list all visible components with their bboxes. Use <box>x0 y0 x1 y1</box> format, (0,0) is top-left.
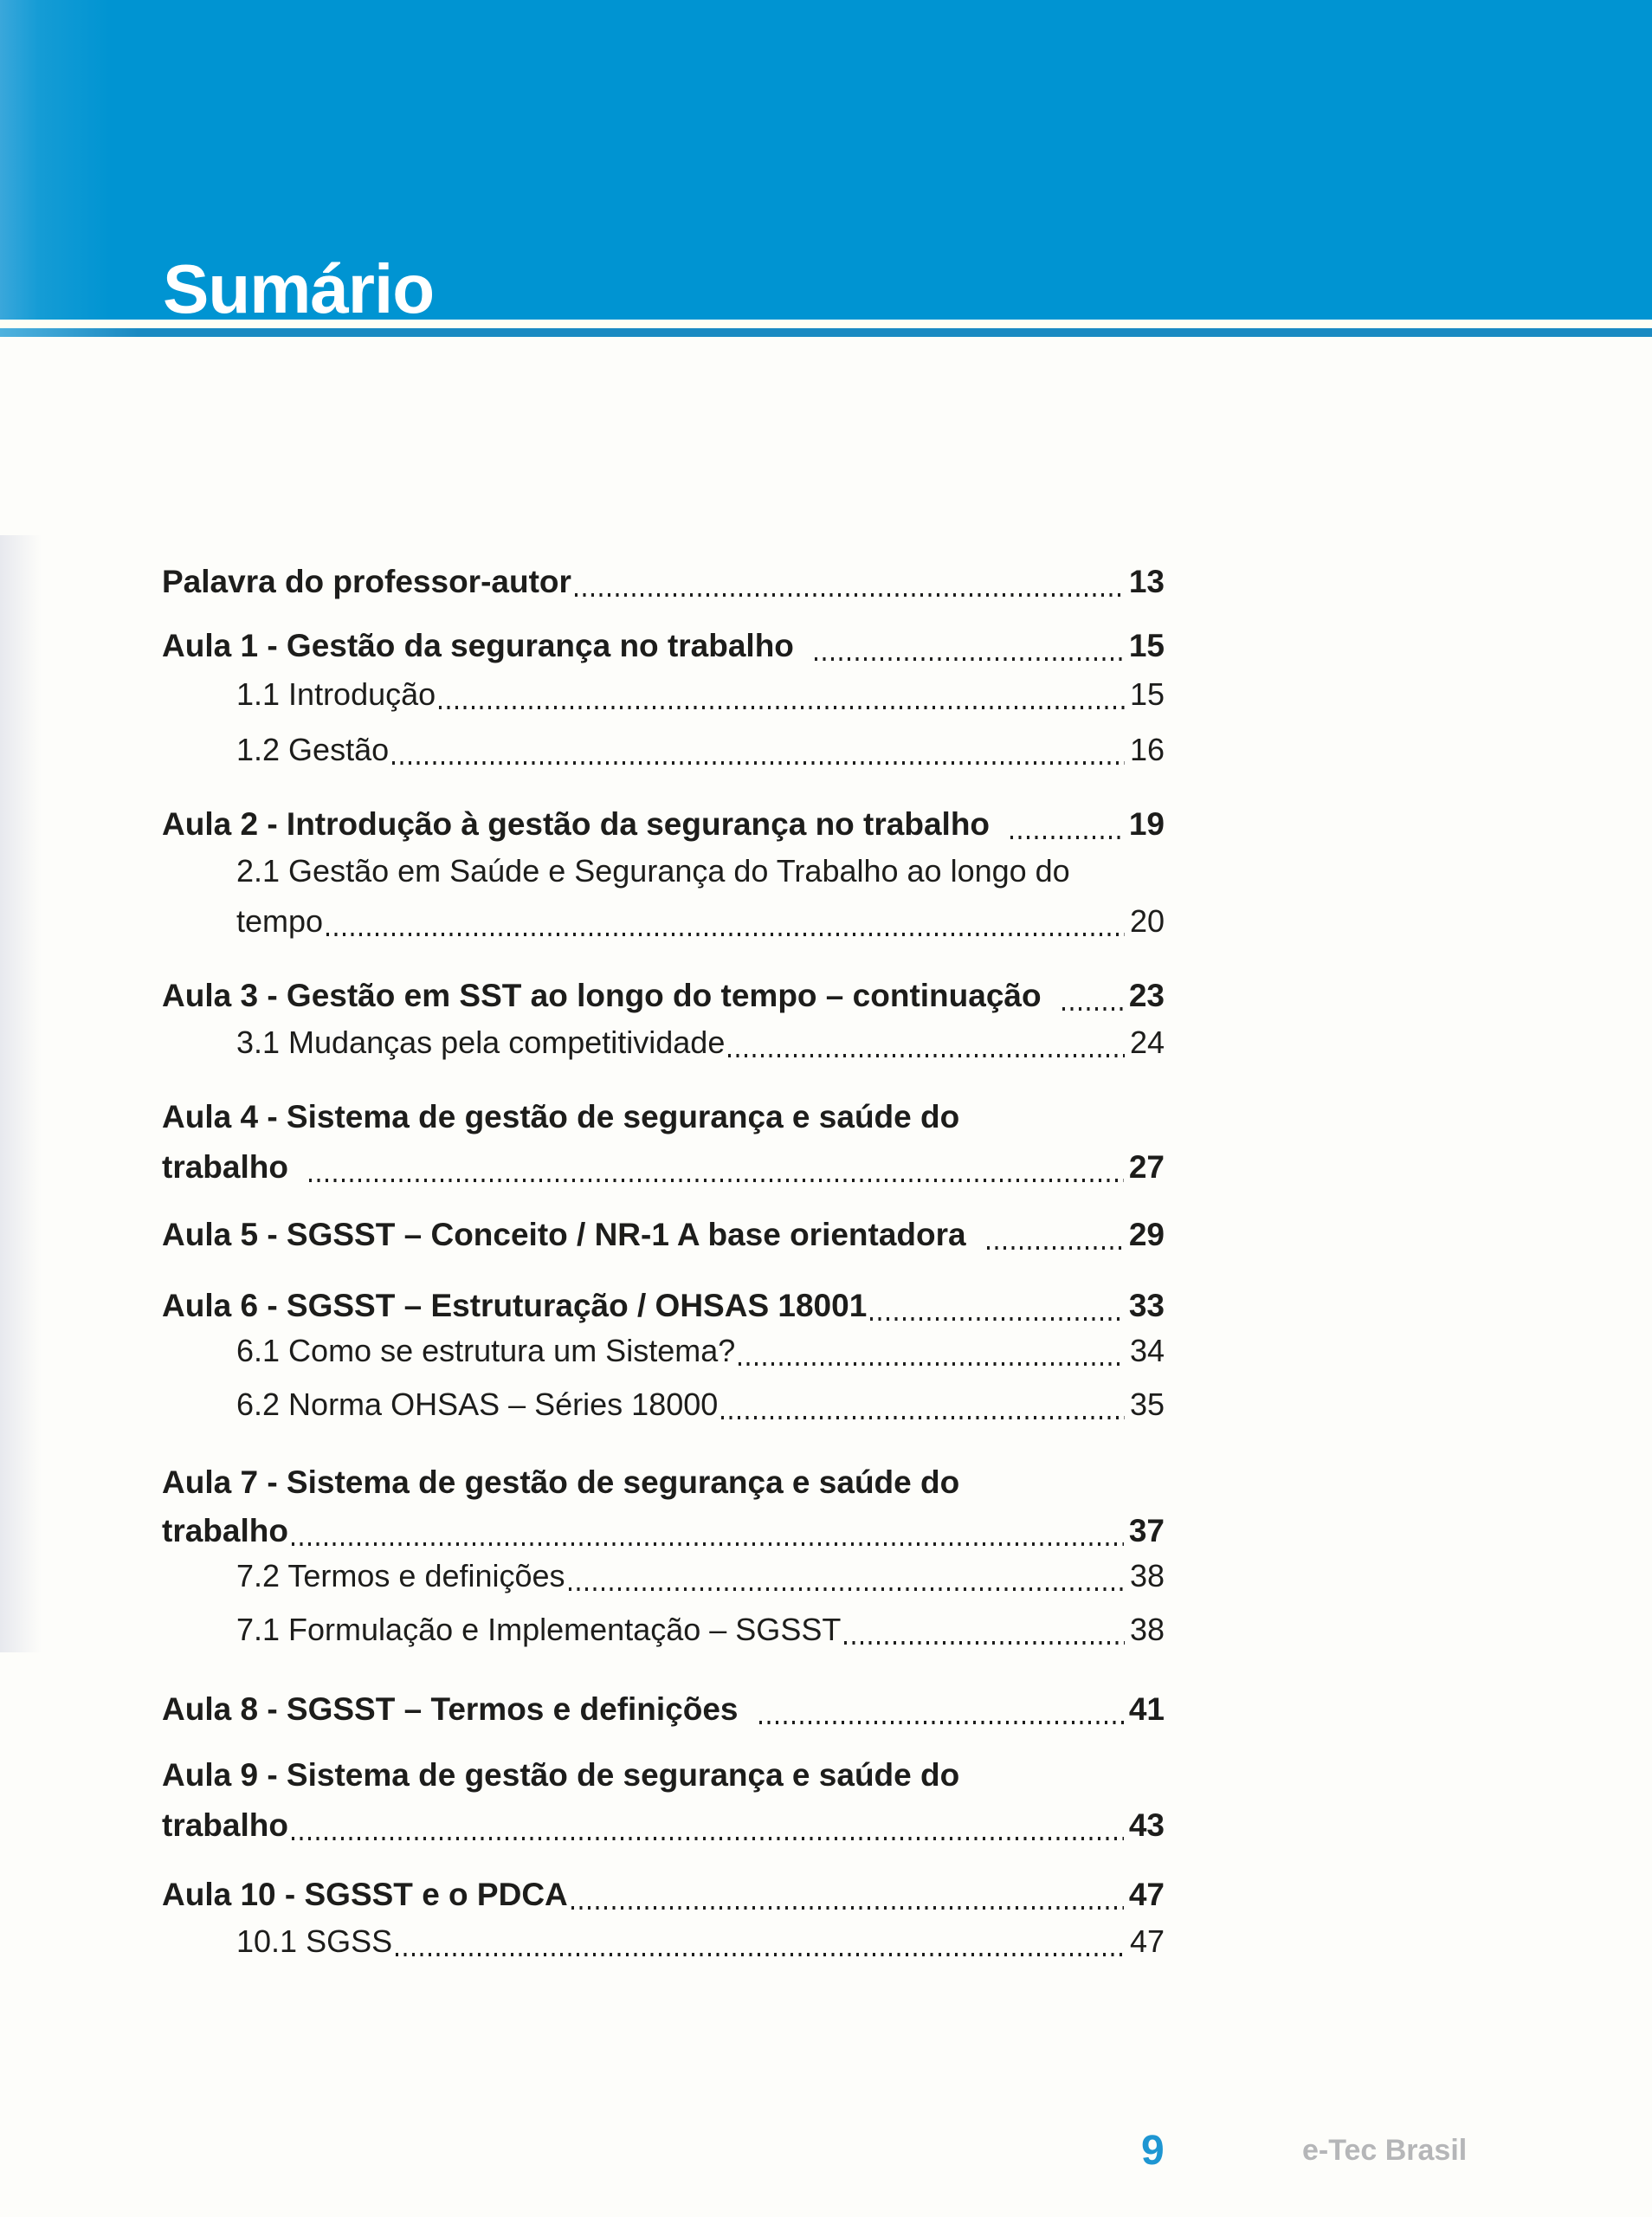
toc-page-number: 15 <box>1129 676 1165 712</box>
toc-page-number: 23 <box>1128 978 1165 1013</box>
toc-entry-label: 7.2 Termos e definições <box>236 1558 565 1593</box>
toc-page-number: 16 <box>1129 732 1165 767</box>
toc-leader-dots <box>292 1542 1124 1546</box>
toc-leader-dots <box>439 706 1125 709</box>
toc-entry-label: 1.1 Introdução <box>236 676 436 712</box>
toc-entry-label: Aula 3 - Gestão em SST ao longo do tempo – continuação <box>162 978 1042 1013</box>
toc-page-number: 29 <box>1128 1217 1165 1252</box>
toc-page-number: 47 <box>1128 1877 1165 1912</box>
toc-entry <box>162 1554 1165 1599</box>
toc-entry-label: Aula 4 - Sistema de gestão de segurança e saúde do <box>162 1099 960 1134</box>
toc-entry-label: Aula 2 - Introdução à gestão da segurança no trabalho <box>162 806 991 842</box>
header-rule <box>0 328 1652 337</box>
toc-entry-label: Aula 1 - Gestão da segurança no trabalho <box>162 628 794 663</box>
toc-leader-dots <box>739 1362 1125 1366</box>
toc-entry <box>162 1687 1165 1732</box>
toc-entry-label: trabalho <box>162 1513 288 1548</box>
toc-leader-dots <box>396 1953 1125 1956</box>
toc-entry <box>162 1382 1165 1427</box>
toc-entry-label: 10.1 SGSS <box>236 1923 393 1959</box>
toc-entry <box>162 1607 1165 1652</box>
toc-entry <box>162 1145 1165 1190</box>
toc-entry <box>162 672 1165 717</box>
toc-entry-label: trabalho <box>162 1807 288 1843</box>
toc-entry <box>162 1212 1165 1257</box>
toc-entry-label: 3.1 Mudanças pela competitividade <box>236 1024 726 1060</box>
toc-entry-label: Aula 6 - SGSST – Estruturação / OHSAS 18001 <box>162 1288 868 1323</box>
toc-entry <box>162 1872 1165 1917</box>
toc-entry <box>162 727 1165 772</box>
toc-page-number: 47 <box>1129 1923 1165 1959</box>
toc-leader-dots <box>571 1906 1124 1910</box>
toc-entry-label: tempo <box>236 903 324 939</box>
toc-page-number: 35 <box>1129 1386 1165 1422</box>
toc-page-number: 38 <box>1129 1558 1165 1593</box>
scan-shadow <box>0 535 42 1652</box>
toc-leader-dots <box>1010 836 1124 839</box>
toc-entry-label: 2.1 Gestão em Saúde e Segurança do Trabalho ao longo do <box>236 853 1070 889</box>
toc-leader-dots <box>870 1317 1124 1321</box>
toc-entry-label: Aula 9 - Sistema de gestão de segurança e saúde do <box>162 1757 960 1793</box>
toc-entry-label: 6.1 Como se estrutura um Sistema? <box>236 1333 736 1368</box>
toc-entry-label: trabalho <box>162 1149 288 1185</box>
toc-leader-dots <box>575 593 1124 597</box>
toc-page-number: 19 <box>1128 806 1165 842</box>
toc-entry <box>162 1460 1165 1505</box>
toc-entry-label: 6.2 Norma OHSAS – Séries 18000 <box>236 1386 719 1422</box>
table-of-contents <box>162 546 1165 1964</box>
toc-entry-label: Palavra do professor-autor <box>162 564 571 599</box>
toc-entry <box>162 1283 1165 1328</box>
footer-brand: e-Tec Brasil <box>1302 2134 1468 2167</box>
toc-leader-dots <box>721 1416 1125 1419</box>
toc-entry <box>162 1020 1165 1065</box>
toc-entry-label: Aula 7 - Sistema de gestão de segurança e saúde do <box>162 1464 960 1500</box>
toc-entry <box>162 1919 1165 1964</box>
toc-entry <box>162 1095 1165 1140</box>
toc-leader-dots <box>292 1837 1124 1840</box>
toc-entry <box>162 802 1165 847</box>
toc-leader-dots <box>569 1587 1125 1591</box>
toc-page-number: 38 <box>1129 1612 1165 1647</box>
toc-page-number: 27 <box>1128 1149 1165 1185</box>
toc-page-number: 34 <box>1129 1333 1165 1368</box>
toc-page-number: 37 <box>1128 1513 1165 1548</box>
toc-entry <box>162 624 1165 669</box>
toc-entry-label: Aula 10 - SGSST e o PDCA <box>162 1877 568 1912</box>
toc-entry <box>162 849 1165 894</box>
toc-leader-dots <box>309 1179 1124 1182</box>
toc-entry <box>162 899 1165 944</box>
toc-entry <box>162 1803 1165 1848</box>
toc-entry-label: Aula 8 - SGSST – Termos e definições <box>162 1691 739 1727</box>
toc-page-number: 33 <box>1128 1288 1165 1323</box>
toc-entry-label: Aula 5 - SGSST – Conceito / NR-1 A base orientadora <box>162 1217 966 1252</box>
toc-leader-dots <box>326 933 1125 936</box>
toc-page-number: 43 <box>1128 1807 1165 1843</box>
toc-entry <box>162 1328 1165 1374</box>
toc-leader-dots <box>987 1246 1124 1250</box>
toc-leader-dots <box>759 1721 1124 1724</box>
toc-entry-label: 7.1 Formulação e Implementação – SGSST <box>236 1612 842 1647</box>
toc-page-number: 13 <box>1128 564 1165 599</box>
toc-page-number: 41 <box>1128 1691 1165 1727</box>
toc-entry <box>162 973 1165 1018</box>
toc-entry <box>162 559 1165 604</box>
toc-entry-label: 1.2 Gestão <box>236 732 390 767</box>
footer-page-number: 9 <box>1141 2128 1165 2174</box>
toc-leader-dots <box>844 1641 1125 1645</box>
page-title: Sumário <box>163 249 435 327</box>
toc-page-number: 24 <box>1129 1024 1165 1060</box>
toc-page-number: 15 <box>1128 628 1165 663</box>
toc-page-number: 20 <box>1129 903 1165 939</box>
toc-entry <box>162 1509 1165 1554</box>
toc-entry <box>162 1753 1165 1798</box>
toc-leader-dots <box>815 657 1124 661</box>
toc-leader-dots <box>392 761 1125 765</box>
toc-leader-dots <box>728 1054 1125 1057</box>
toc-leader-dots <box>1062 1007 1124 1011</box>
